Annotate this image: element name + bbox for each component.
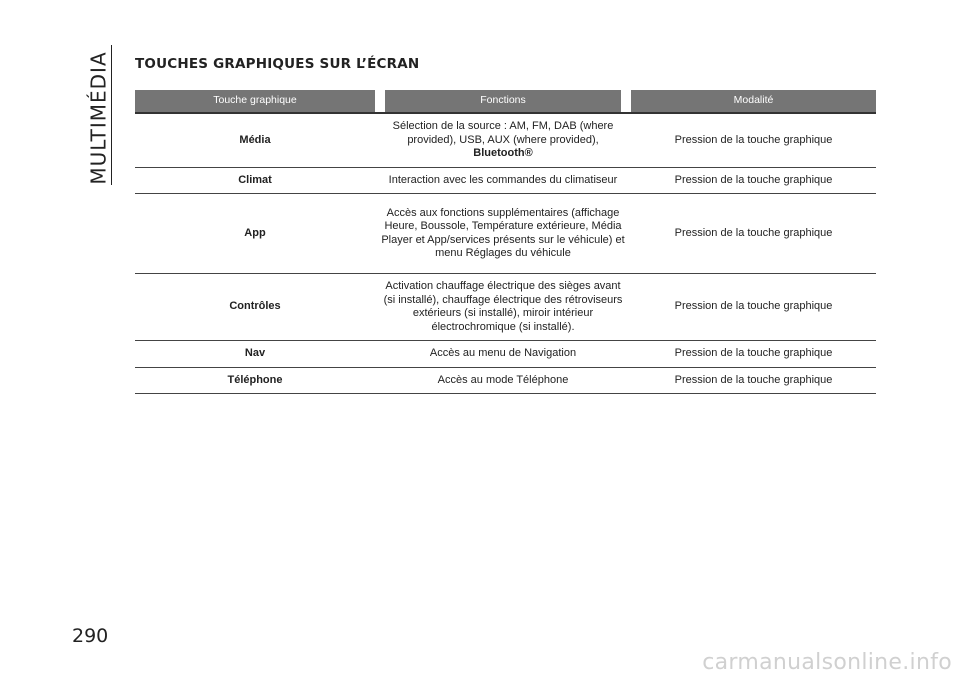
key-function: Activation chauffage électrique des sièges avant (si installé), chauffage électrique des rétroviseurs extérieurs (si installé), miroir intérieur électrochromique (si installé). xyxy=(375,274,631,341)
key-name: Contrôles xyxy=(135,274,375,341)
table-row xyxy=(135,367,876,394)
header-key: Touche graphique xyxy=(135,90,375,112)
table-row xyxy=(135,167,876,194)
function-text-bold: Bluetooth® xyxy=(473,147,533,159)
header-gap xyxy=(621,90,631,112)
side-divider xyxy=(111,45,112,185)
table-row xyxy=(135,341,876,368)
table-row xyxy=(135,194,876,274)
key-name: Nav xyxy=(135,341,375,368)
key-function: Accès au mode Téléphone xyxy=(375,367,631,394)
section-side-title xyxy=(84,45,114,190)
graphic-keys-table xyxy=(135,90,876,394)
table-row xyxy=(135,113,876,167)
table-header-row xyxy=(135,90,876,112)
header-function: Fonctions xyxy=(385,90,621,112)
key-name: Climat xyxy=(135,167,375,194)
page-title: TOUCHES GRAPHIQUES SUR L’ÉCRAN xyxy=(135,56,420,72)
table-row xyxy=(135,274,876,341)
key-function: Interaction avec les commandes du climatiseur xyxy=(375,167,631,194)
function-text: Sélection de la source : AM, FM, DAB (where provided), USB, AUX (where provided), xyxy=(392,120,614,146)
key-mode: Pression de la touche graphique xyxy=(631,113,876,167)
key-mode: Pression de la touche graphique xyxy=(631,367,876,394)
key-name: App xyxy=(135,194,375,274)
page-number: 290 xyxy=(72,625,109,647)
key-function xyxy=(375,113,631,167)
key-name: Média xyxy=(135,113,375,167)
header-gap xyxy=(375,90,385,112)
key-mode: Pression de la touche graphique xyxy=(631,194,876,274)
header-mode: Modalité xyxy=(631,90,876,112)
section-side-title-text: MULTIMÉDIA xyxy=(87,50,111,185)
key-function: Accès aux fonctions supplémentaires (affichage Heure, Boussole, Température extérieure, Média Player et App/services présents sur le véhicule) et menu Réglages du véhicule xyxy=(375,194,631,274)
key-mode: Pression de la touche graphique xyxy=(631,167,876,194)
key-name: Téléphone xyxy=(135,367,375,394)
key-mode: Pression de la touche graphique xyxy=(631,341,876,368)
key-function: Accès au menu de Navigation xyxy=(375,341,631,368)
watermark: carmanualsonline.info xyxy=(702,650,952,675)
key-mode: Pression de la touche graphique xyxy=(631,274,876,341)
